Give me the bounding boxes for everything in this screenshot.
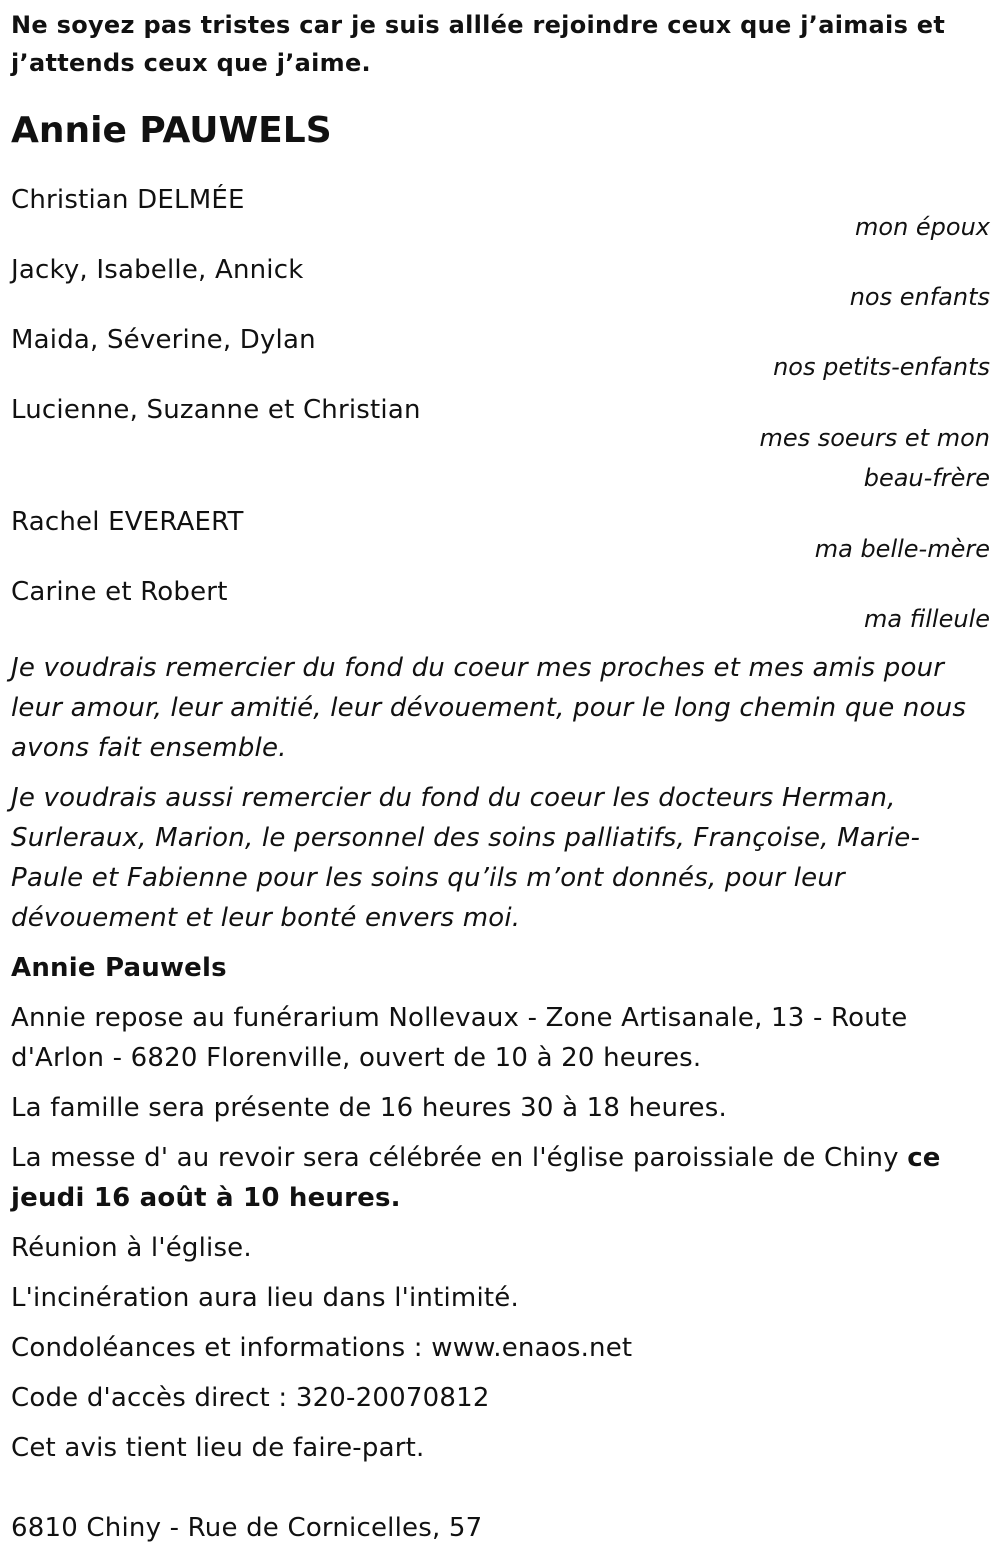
- family-entry: [11, 254, 990, 316]
- family-entry: [11, 576, 990, 638]
- family-member-name: Lucienne, Suzanne et Christian: [11, 395, 421, 425]
- family-member-name: Jacky, Isabelle, Annick: [11, 255, 304, 285]
- family-entry: [11, 506, 990, 568]
- family-relation: mes soeurs et mon beau-frère: [759, 424, 990, 492]
- family-presence-info: La famille sera présente de 16 heures 30 à 18 heures.: [11, 1093, 727, 1123]
- family-entry: [11, 394, 990, 498]
- family-entry: [11, 324, 990, 386]
- signature: Annie Pauwels: [11, 953, 227, 983]
- family-relation: ma filleule: [864, 605, 990, 633]
- family-entry: [11, 184, 990, 246]
- access-code-info: Code d'accès direct : 320-20070812: [11, 1383, 490, 1413]
- mass-text: La messe d' au revoir sera célébrée en l'église paroissiale de Chiny: [11, 1143, 908, 1173]
- family-relation: ma belle-mère: [814, 535, 990, 563]
- mass-date: ce jeudi 16 août à 10 heures.: [11, 1143, 941, 1213]
- family-relation: nos enfants: [849, 283, 990, 311]
- family-address: 6810 Chiny - Rue de Cornicelles, 57: [11, 1513, 483, 1543]
- intro-quote: Ne soyez pas tristes car je suis alllée rejoindre ceux que j’aimais et j’attends ceux que j’aime.: [11, 11, 946, 77]
- deceased-name: Annie PAUWELS: [11, 110, 332, 151]
- thank-you-message: Je voudrais remercier du fond du coeur mes proches et mes amis pour leur amour, leur amitié, leur dévouement, pour le long chemin que nous avons fait ensemble.: [11, 653, 967, 763]
- mass-info: [11, 1138, 990, 1218]
- family-relation: mon époux: [855, 213, 990, 241]
- thank-you-message: Je voudrais aussi remercier du fond du coeur les docteurs Herman, Surleraux, Marion, le personnel des soins palliatifs, Françoise, Marie-Paule et Fabienne pour les soins qu’ils m’ont donnés, pour leur dévouement et leur bonté envers moi.: [11, 783, 921, 933]
- family-member-name: Christian DELMÉE: [11, 185, 245, 215]
- funerarium-info: Annie repose au funérarium Nollevaux - Zone Artisanale, 13 - Route d'Arlon - 6820 Florenville, ouvert de 10 à 20 heures.: [11, 1003, 908, 1073]
- cremation-info: L'incinération aura lieu dans l'intimité.: [11, 1283, 519, 1313]
- family-list: [11, 184, 990, 638]
- family-member-name: Carine et Robert: [11, 577, 228, 607]
- notice-info: Cet avis tient lieu de faire-part.: [11, 1433, 425, 1463]
- condolences-info: Condoléances et informations : www.enaos.net: [11, 1333, 633, 1363]
- family-relation: nos petits-enfants: [773, 353, 990, 381]
- meeting-info: Réunion à l'église.: [11, 1233, 252, 1263]
- family-member-name: Rachel EVERAERT: [11, 507, 244, 537]
- family-member-name: Maida, Séverine, Dylan: [11, 325, 316, 355]
